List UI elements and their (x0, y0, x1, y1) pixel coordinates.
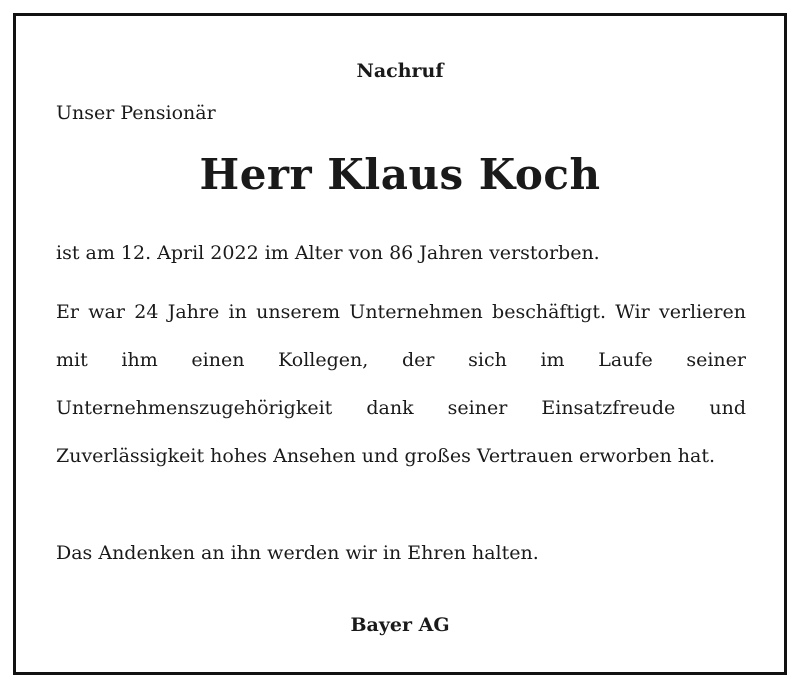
notice-heading: Nachruf (356, 60, 444, 82)
tribute-paragraph: Er war 24 Jahre in unserem Unternehmen beschäftigt. Wir verlieren mit ihm einen Kollegen, der sich im Laufe seiner Unternehmenszugehörigkeit dank seiner Einsatzfreude und Zuverlässigkeit hohes Ansehen und großes Vertrauen erworben hat. (56, 301, 746, 467)
death-date-line: ist am 12. April 2022 im Alter von 86 Jahren verstorben. (56, 242, 600, 264)
closing-line: Das Andenken an ihn werden wir in Ehren halten. (56, 542, 539, 564)
intro-line: Unser Pensionär (56, 102, 216, 124)
deceased-name: Herr Klaus Koch (199, 150, 601, 199)
company-signature: Bayer AG (350, 614, 450, 636)
obituary-notice (13, 13, 787, 675)
